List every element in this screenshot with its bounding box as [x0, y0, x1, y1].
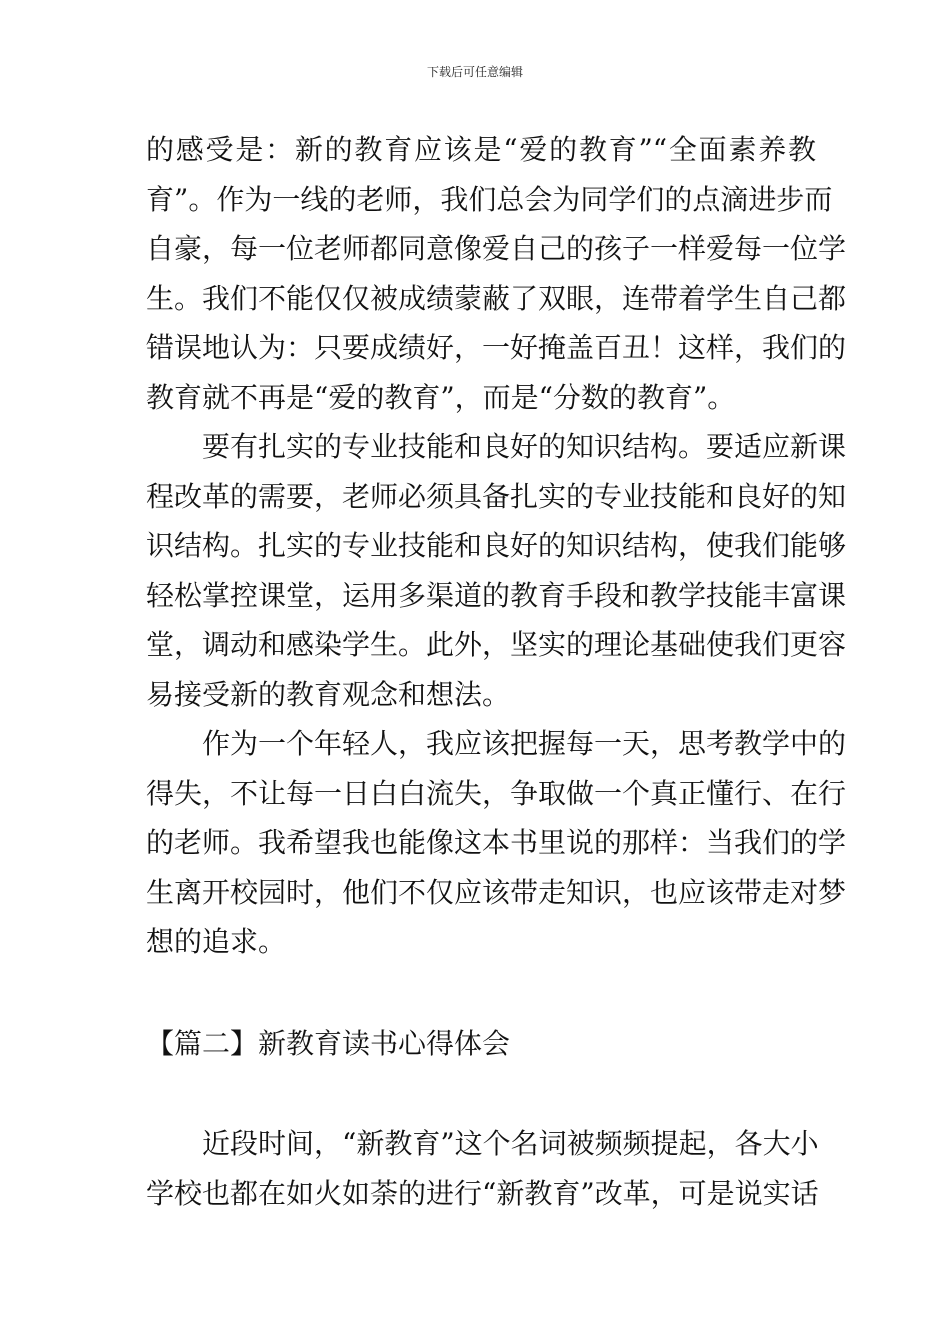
section-heading: 【篇二】新教育读书心得体会 [146, 1027, 511, 1060]
text-line: 生离开校园时，他们不仅应该带走知识，也应该带走对梦 [146, 876, 847, 909]
text-line: 学校也都在如火如荼的进行“新教育”改革，可是说实话 [146, 1177, 819, 1210]
text-line: 的感受是：新的教育应该是“爱的教育”“全面素养教 [146, 133, 816, 166]
text-line: 想的追求。 [146, 925, 287, 958]
text-line: 程改革的需要，老师必须具备扎实的专业技能和良好的知 [146, 480, 847, 513]
page-header: 下载后可任意编辑 [426, 65, 523, 79]
text-line: 错误地认为：只要成绩好，一好掩盖百丑！这样，我们的 [146, 331, 847, 364]
text-line: 育”。作为一线的老师，我们总会为同学们的点滴进步而 [146, 183, 833, 216]
text-line: 堂，调动和感染学生。此外，坚实的理论基础使我们更容 [146, 628, 847, 661]
text-line: 生。我们不能仅仅被成绩蒙蔽了双眼，连带着学生自己都 [146, 282, 847, 315]
paragraph-first-line: 近段时间，“新教育”这个名词被频频提起，各大小 [202, 1127, 819, 1160]
text-line: 识结构。扎实的专业技能和良好的知识结构，使我们能够 [146, 529, 847, 562]
paragraph-first-line: 要有扎实的专业技能和良好的知识结构。要适应新课 [202, 430, 847, 463]
text-line: 自豪，每一位老师都同意像爱自己的孩子一样爱每一位学 [146, 232, 847, 265]
text-line: 易接受新的教育观念和想法。 [146, 678, 511, 711]
text-line: 得失，不让每一日白白流失，争取做一个真正懂行、在行 [146, 777, 847, 810]
text-line: 轻松掌控课堂，运用多渠道的教育手段和教学技能丰富课 [146, 579, 847, 612]
paragraph-first-line: 作为一个年轻人，我应该把握每一天，思考教学中的 [202, 727, 847, 760]
text-line: 的老师。我希望我也能像这本书里说的那样：当我们的学 [146, 826, 847, 859]
text-line: 教育就不再是“爱的教育”，而是“分数的教育”。 [146, 381, 736, 414]
